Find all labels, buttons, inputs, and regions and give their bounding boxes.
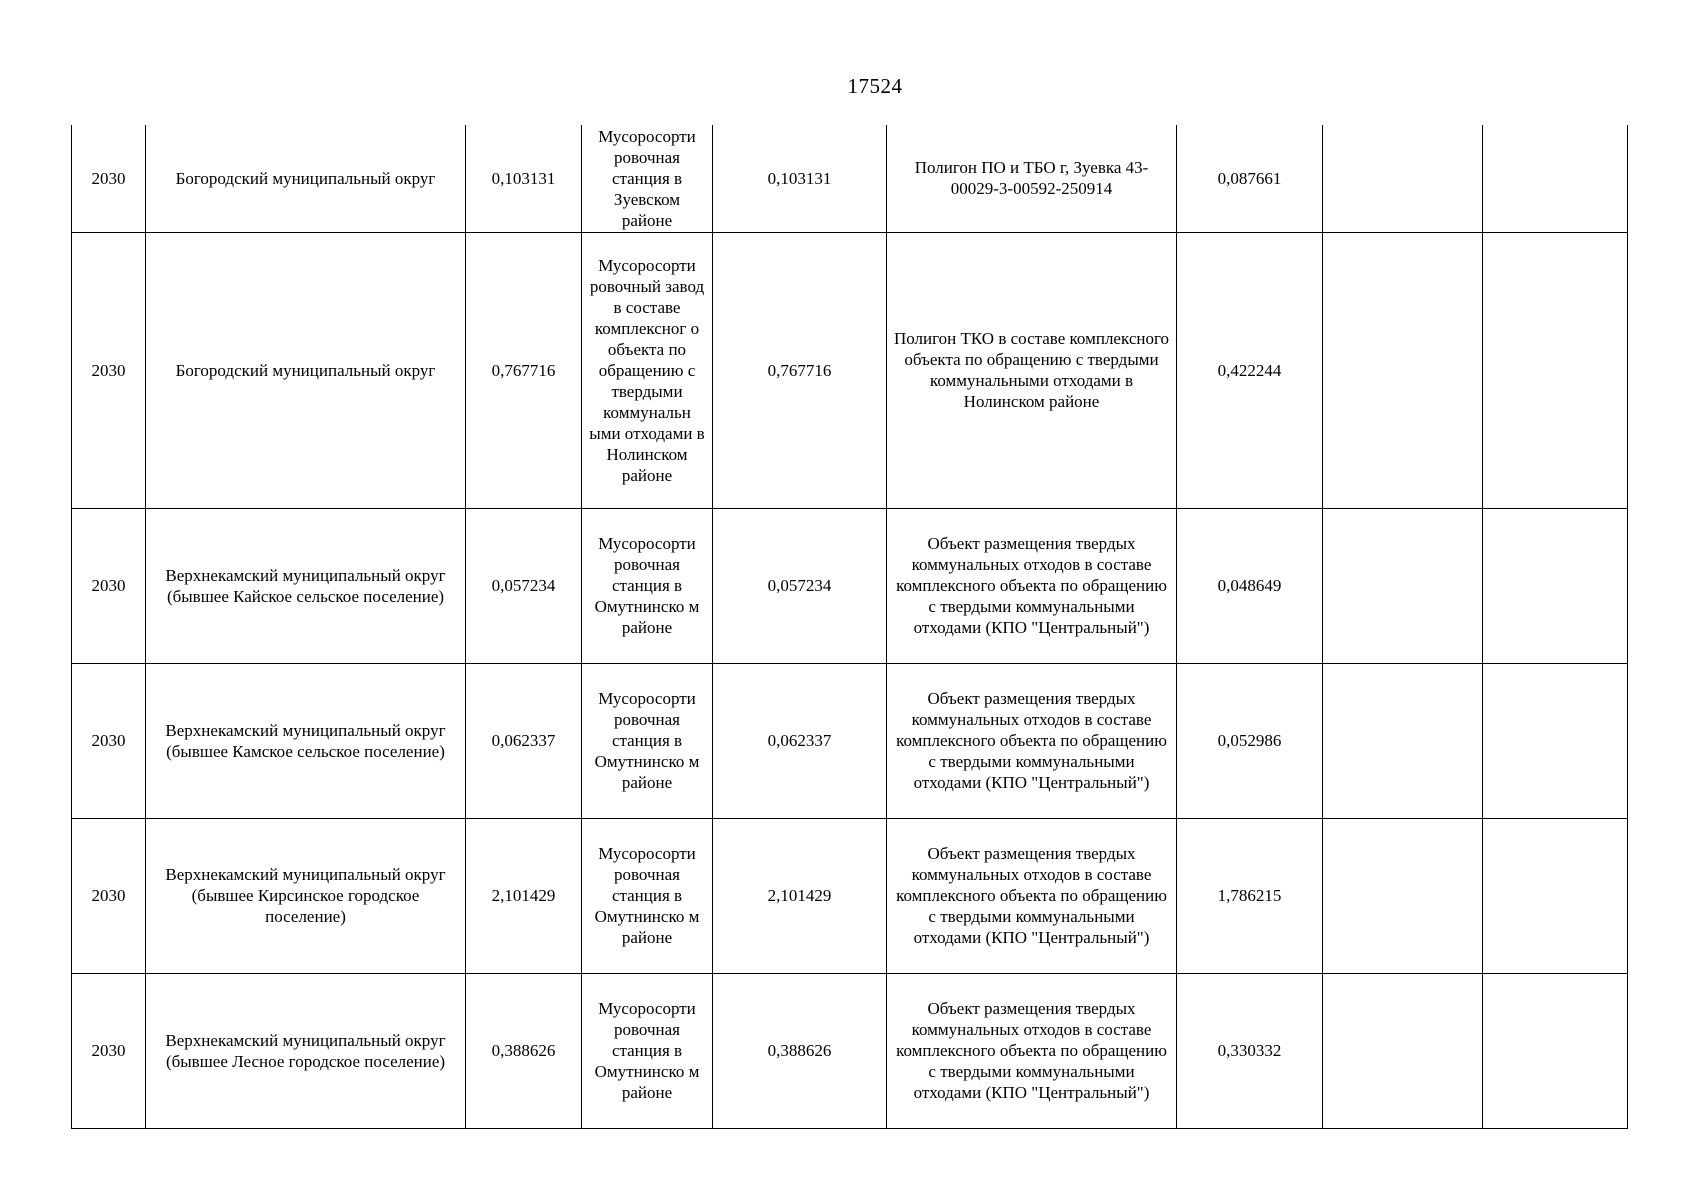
facility-cell: Мусоросорти ровочная станция в Омутнинско м районе <box>582 663 713 818</box>
amount-processed-cell: 0,057234 <box>713 508 887 663</box>
amount-processed-cell: 2,101429 <box>713 818 887 973</box>
table-row <box>72 508 1628 663</box>
amount-in-cell: 0,057234 <box>466 508 582 663</box>
destination-cell: Полигон ТКО в составе комплексного объекта по обращению с твердыми коммунальными отходами в Нолинском районе <box>887 232 1177 508</box>
municipality-cell: Богородский муниципальный округ <box>146 125 466 232</box>
amount-out-cell: 0,052986 <box>1177 663 1323 818</box>
facility-cell: Мусоросорти ровочная станция в Зуевском районе <box>582 125 713 232</box>
amount-out-cell: 0,048649 <box>1177 508 1323 663</box>
amount-in-cell: 0,103131 <box>466 125 582 232</box>
table-row <box>72 663 1628 818</box>
page-number: 17524 <box>847 74 903 98</box>
empty-cell <box>1323 973 1483 1128</box>
destination-cell: Объект размещения твердых коммунальных отходов в составе комплексного объекта по обращению с твердыми коммунальными отходами (КПО "Центральный") <box>887 818 1177 973</box>
table-row <box>72 125 1628 232</box>
empty-cell <box>1323 818 1483 973</box>
amount-in-cell: 0,062337 <box>466 663 582 818</box>
amount-processed-cell: 0,767716 <box>713 232 887 508</box>
empty-cell <box>1483 973 1628 1128</box>
empty-cell <box>1323 232 1483 508</box>
destination-cell: Объект размещения твердых коммунальных отходов в составе комплексного объекта по обращению с твердыми коммунальными отходами (КПО "Центральный") <box>887 663 1177 818</box>
municipality-cell: Верхнекамский муниципальный округ (бывшее Кирсинское городское поселение) <box>146 818 466 973</box>
amount-out-cell: 0,087661 <box>1177 125 1323 232</box>
table-row <box>72 232 1628 508</box>
amount-in-cell: 0,388626 <box>466 973 582 1128</box>
empty-cell <box>1483 818 1628 973</box>
destination-cell: Объект размещения твердых коммунальных отходов в составе комплексного объекта по обращению с твердыми коммунальными отходами (КПО "Центральный") <box>887 508 1177 663</box>
empty-cell <box>1323 125 1483 232</box>
municipality-cell: Верхнекамский муниципальный округ (бывшее Лесное городское поселение) <box>146 973 466 1128</box>
facility-cell: Мусоросорти ровочная станция в Омутнинско м районе <box>582 818 713 973</box>
year-cell: 2030 <box>72 232 146 508</box>
amount-processed-cell: 0,388626 <box>713 973 887 1128</box>
amount-in-cell: 0,767716 <box>466 232 582 508</box>
amount-out-cell: 1,786215 <box>1177 818 1323 973</box>
destination-cell: Полигон ПО и ТБО г, Зуевка 43-00029-3-00592-250914 <box>887 125 1177 232</box>
year-cell: 2030 <box>72 508 146 663</box>
empty-cell <box>1483 663 1628 818</box>
facility-cell: Мусоросорти ровочная станция в Омутнинско м районе <box>582 973 713 1128</box>
year-cell: 2030 <box>72 663 146 818</box>
facility-cell: Мусоросорти ровочный завод в составе комплексног о объекта по обращению с твердыми коммунальн ыми отходами в Нолинском районе <box>582 232 713 508</box>
amount-out-cell: 0,422244 <box>1177 232 1323 508</box>
year-cell: 2030 <box>72 818 146 973</box>
empty-cell <box>1483 125 1628 232</box>
amount-in-cell: 2,101429 <box>466 818 582 973</box>
destination-cell: Объект размещения твердых коммунальных отходов в составе комплексного объекта по обращению с твердыми коммунальными отходами (КПО "Центральный") <box>887 973 1177 1128</box>
table-row <box>72 973 1628 1128</box>
facility-cell: Мусоросорти ровочная станция в Омутнинско м районе <box>582 508 713 663</box>
table-row <box>72 818 1628 973</box>
municipality-cell: Богородский муниципальный округ <box>146 232 466 508</box>
amount-processed-cell: 0,062337 <box>713 663 887 818</box>
waste-flow-table <box>71 125 1628 1129</box>
empty-cell <box>1483 232 1628 508</box>
empty-cell <box>1323 508 1483 663</box>
year-cell: 2030 <box>72 973 146 1128</box>
municipality-cell: Верхнекамский муниципальный округ (бывшее Кайское сельское поселение) <box>146 508 466 663</box>
amount-out-cell: 0,330332 <box>1177 973 1323 1128</box>
amount-processed-cell: 0,103131 <box>713 125 887 232</box>
year-cell: 2030 <box>72 125 146 232</box>
empty-cell <box>1323 663 1483 818</box>
municipality-cell: Верхнекамский муниципальный округ (бывшее Камское сельское поселение) <box>146 663 466 818</box>
empty-cell <box>1483 508 1628 663</box>
